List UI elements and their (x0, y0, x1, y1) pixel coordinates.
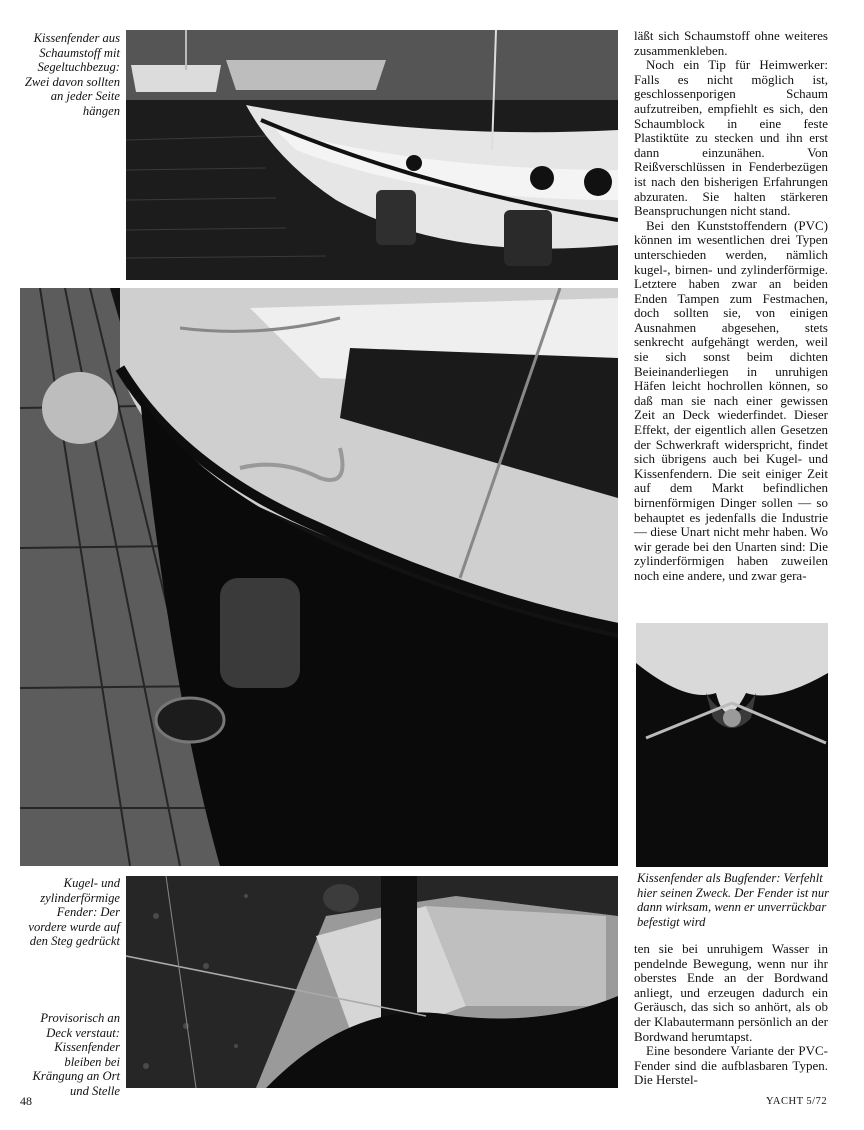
page-number: 48 (20, 1094, 32, 1108)
photo-fenders-on-deck (126, 876, 618, 1088)
photo-moored-sailboat (126, 30, 618, 280)
article-column-bottom (634, 942, 828, 1088)
caption-bottom: Provisorisch an Deck verstaut: Kissenfender bleiben bei Krängung an Ort und Stelle (32, 1011, 120, 1098)
magazine-issue: YACHT 5/72 (766, 1096, 828, 1107)
paragraph: Eine besondere Variante der PVC-Fender sind die aufblasbaren Typen. Die Herstel- (634, 1043, 828, 1088)
caption-middle: Kugel- und zylinderförmige Fender: Der vordere wurde auf den Steg gedrückt (28, 876, 120, 949)
paragraph: läßt sich Schaumstoff ohne weiteres zusammenkleben. (634, 28, 828, 58)
caption-top: Kissenfender aus Schaumstoff mit Segeltuchbezug: Zwei davon sollten an jeder Seite hängen (24, 31, 120, 118)
photo-bow-fender-image (636, 623, 828, 867)
photo-bow-fender (636, 623, 828, 867)
paragraph: Noch ein Tip für Heimwerker: Falls es nicht möglich ist, geschlossenporigen Schaum aufzutreiben, empfiehlt es sich, den Schaumblock in eine feste Plastiktüte zu stecken und ihn erst dann einzunähen. Von Reißverschlüssen in Fenderbezügen ist nach den bisherigen Erfahrungen abzuraten. Sie halten stärkeren Beanspruchungen nicht stand. (634, 57, 828, 219)
article-column-top (634, 29, 828, 584)
paragraph: Bei den Kunststoffendern (PVC) können im wesentlichen drei Typen unterschieden werden, nämlich kugel-, birnen- und zylinderförmige. Letztere haben zwar an beiden Enden Tampen zum Festmachen, doch sollten sie, von einigen Ausnahmen abgesehen, stets senkrecht aufgehängt werden, weil sie sich sonst beim dichten Beieinanderliegen in unruhigen Häfen leicht hochrollen können, so daß man sie nach einer gewissen Zeit an Deck wiederfindet. Dieser Effekt, der eigentlich allen Gesetzen der Schwerkraft widerspricht, findet sich übrigens auch bei Kugel- und Kissenfendern. Die seit einiger Zeit auf dem Markt befindlichen birnenförmigen Dinger sollen — so behauptet es jedenfalls die Industrie — diese Unart nicht mehr haben. Wo wir gerade bei den Unarten sind: Die zylinderförmigen haben zuweilen noch eine andere, und zwar gera- (634, 217, 828, 583)
photo-boat-at-dock-image (20, 288, 618, 866)
paragraph: ten sie bei unruhigem Wasser in pendelnde Bewegung, wenn nur ihr oberstes Ende an der Bordwand anliegt, und erzeugen dadurch ein Geräusch, das sich so anhört, als ob der Klabautermann persönlich an der Bordwand herumtapst. (634, 941, 828, 1044)
photo-moored-sailboat-image (126, 30, 618, 280)
caption-bow: Kissenfender als Bugfender: Verfehlt hier seinen Zweck. Der Fender ist nur dann wirksam, wenn er unverrückbar befestigt wird (637, 871, 830, 929)
photo-fenders-on-deck-image (126, 876, 618, 1088)
photo-boat-at-dock (20, 288, 618, 866)
